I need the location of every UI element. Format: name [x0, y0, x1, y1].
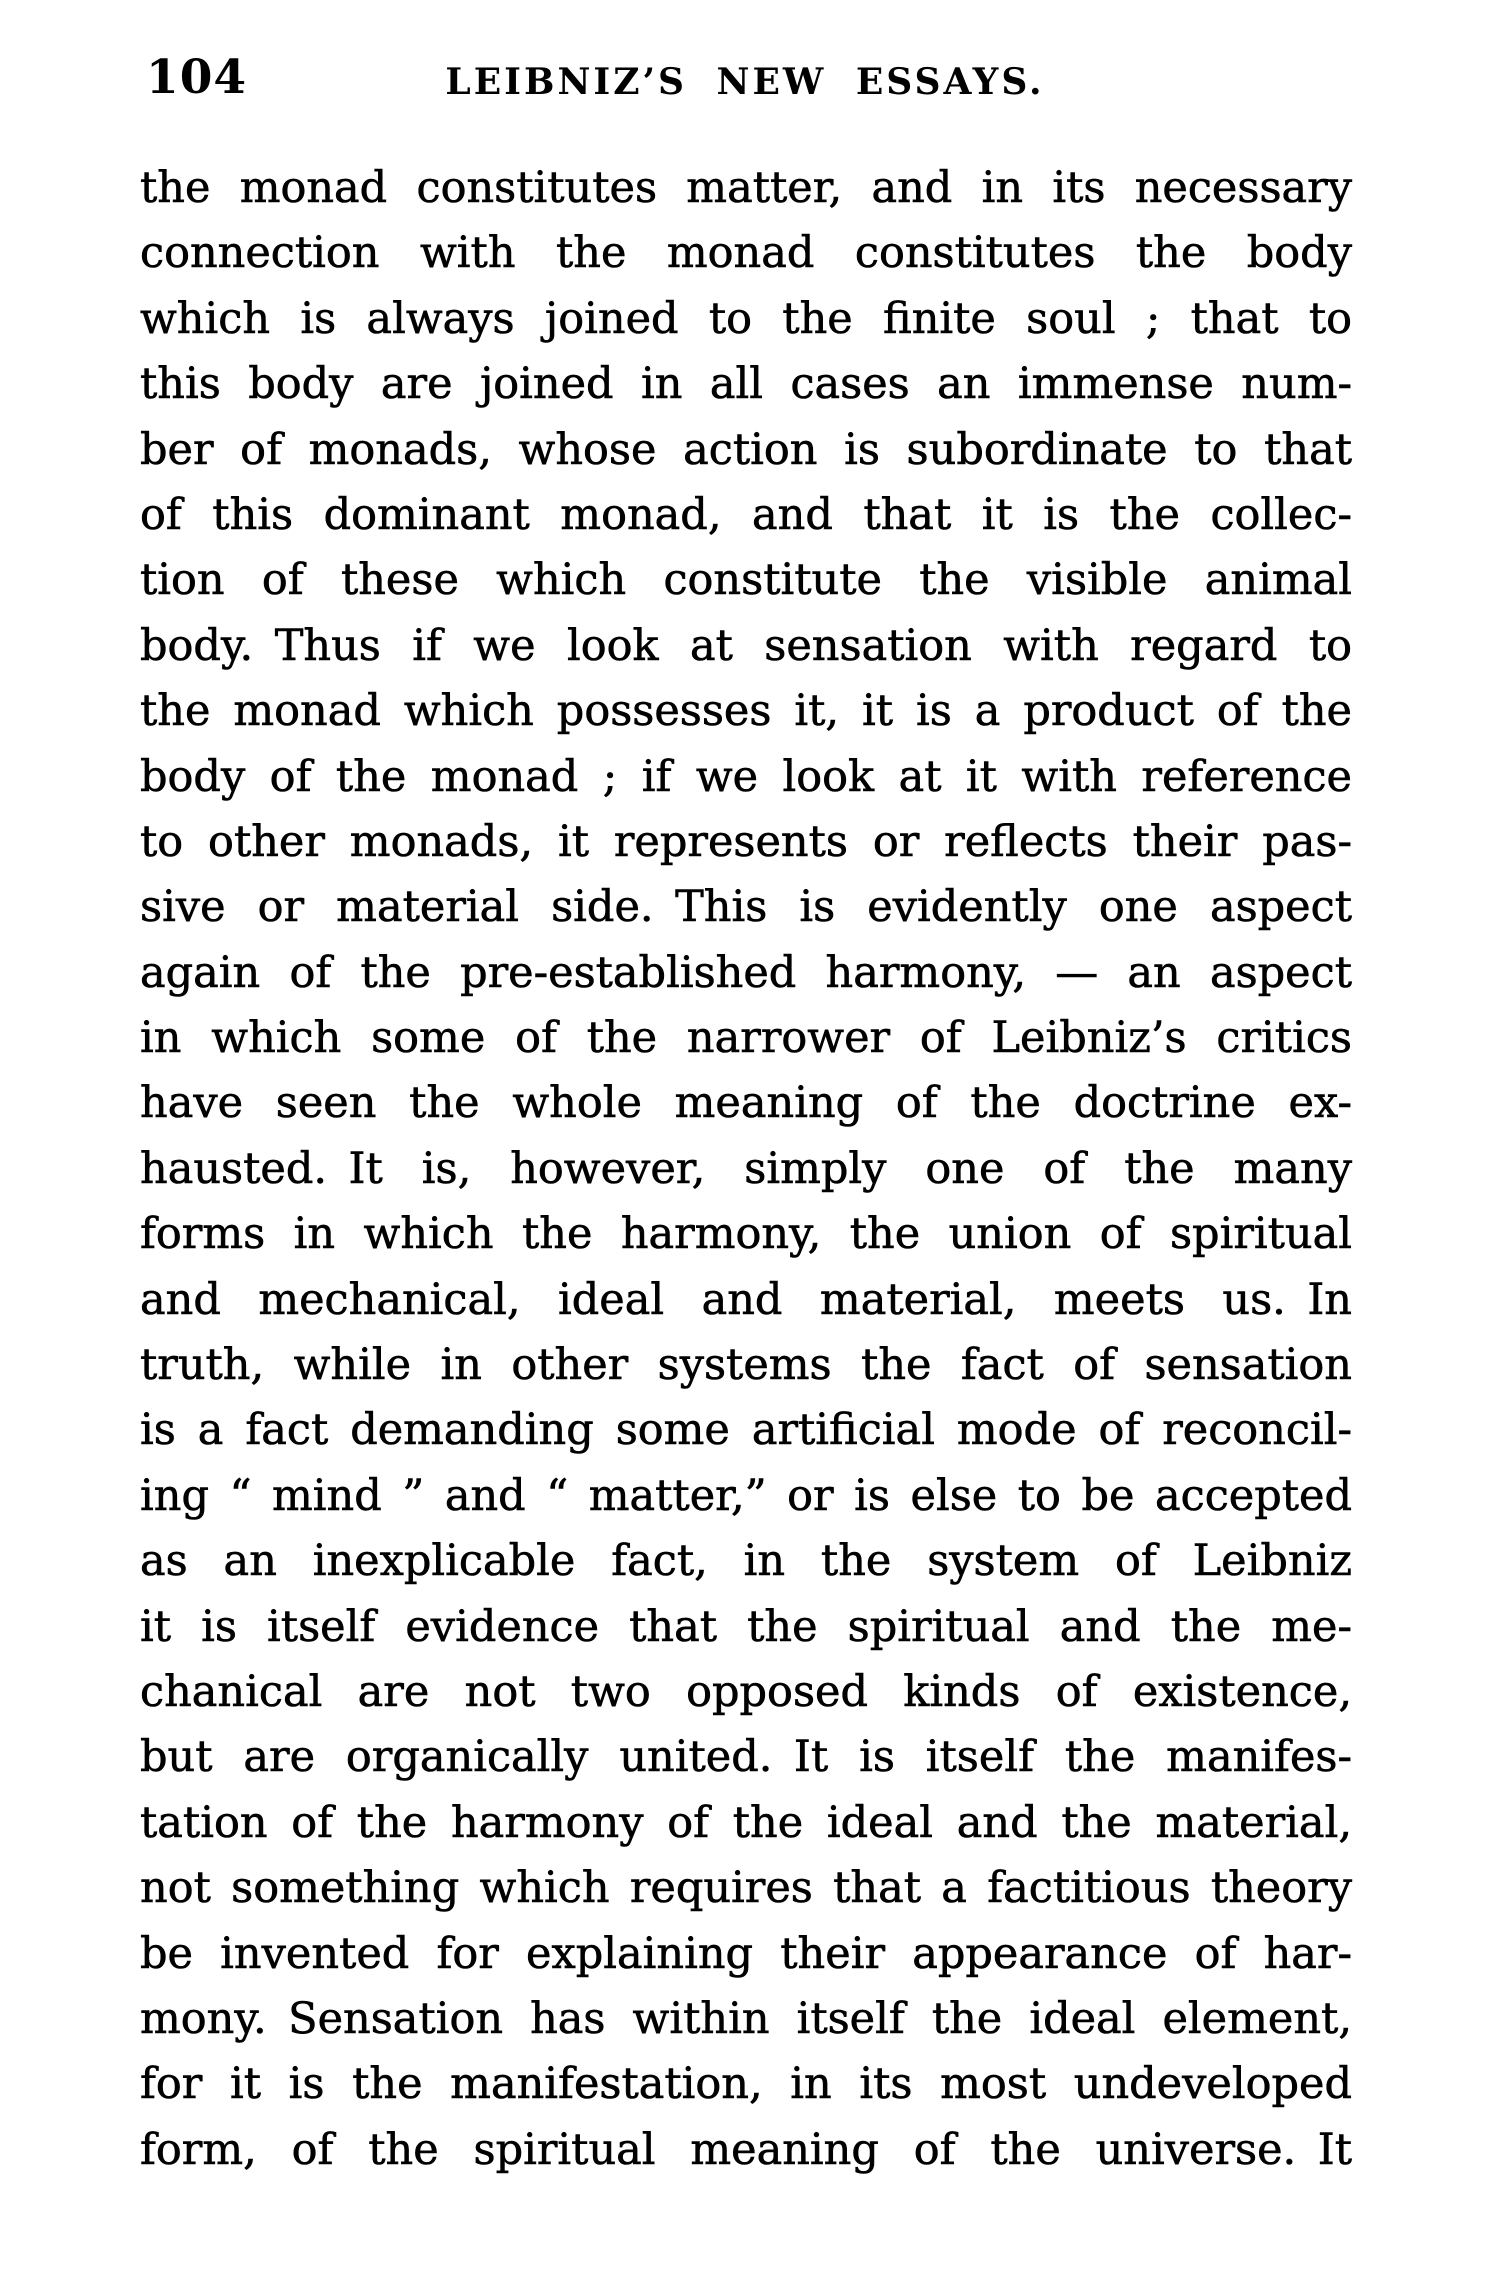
body-line: ing “ mind ” and “ matter,” or is else to be accepted [140, 1470, 1352, 1521]
body-line: not something which requires that a factitious theory [140, 1863, 1352, 1914]
body-line: the monad which possesses it, it is a product of the [140, 686, 1352, 737]
body-line: the monad constitutes matter, and in its necessary [140, 163, 1352, 213]
body-line: be invented for explaining their appearance of har- [140, 1928, 1352, 1979]
body-line: to other monads, it represents or reflects their pas- [140, 816, 1352, 867]
body-line: tation of the harmony of the ideal and the material, [140, 1797, 1352, 1848]
body-line: connection with the monad constitutes the body [140, 228, 1352, 279]
body-line: sive or material side. This is evidently one aspect [140, 882, 1352, 933]
body-line: truth, while in other systems the fact of sensation [140, 1340, 1352, 1391]
body-line: again of the pre-established harmony, — an aspect [140, 947, 1352, 998]
body-line: form, of the spiritual meaning of the universe. It [140, 2124, 1352, 2175]
body-line: is a fact demanding some artificial mode of reconcil- [140, 1405, 1352, 1456]
body-line: for it is the manifestation, in its most undeveloped [140, 2059, 1352, 2110]
body-line: it is itself evidence that the spiritual and the me- [140, 1601, 1352, 1652]
body-line: in which some of the narrower of Leibniz’s critics [140, 1013, 1352, 1064]
body-line: which is always joined to the finite soul ; that to [140, 293, 1352, 344]
body-line: forms in which the harmony, the union of spiritual [140, 1209, 1352, 1260]
body-line: body. Thus if we look at sensation with regard to [140, 620, 1352, 671]
body-line: hausted. It is, however, simply one of the many [140, 1143, 1352, 1194]
running-header [0, 52, 1490, 108]
body-line: ber of monads, whose action is subordinate to that [140, 424, 1352, 475]
body-line: have seen the whole meaning of the doctrine ex- [140, 1078, 1352, 1129]
body-line: body of the monad ; if we look at it with reference [140, 751, 1352, 802]
page-number: 104 [146, 50, 248, 105]
body-line: of this dominant monad, and that it is the collec- [140, 489, 1352, 540]
body-line: mony. Sensation has within itself the ideal element, [140, 1993, 1352, 2044]
body-line: chanical are not two opposed kinds of existence, [140, 1666, 1352, 1717]
body-line: as an inexplicable fact, in the system of Leibniz [140, 1536, 1352, 1587]
body-line: but are organically united. It is itself the manifes- [140, 1732, 1352, 1783]
body-line: tion of these which constitute the visible animal [140, 555, 1352, 606]
body-line: this body are joined in all cases an immense num- [140, 359, 1352, 410]
body-text [140, 156, 1352, 2183]
running-title: LEIBNIZ’S NEW ESSAYS. [445, 61, 1045, 103]
body-line: and mechanical, ideal and material, meets us. In [140, 1274, 1352, 1325]
